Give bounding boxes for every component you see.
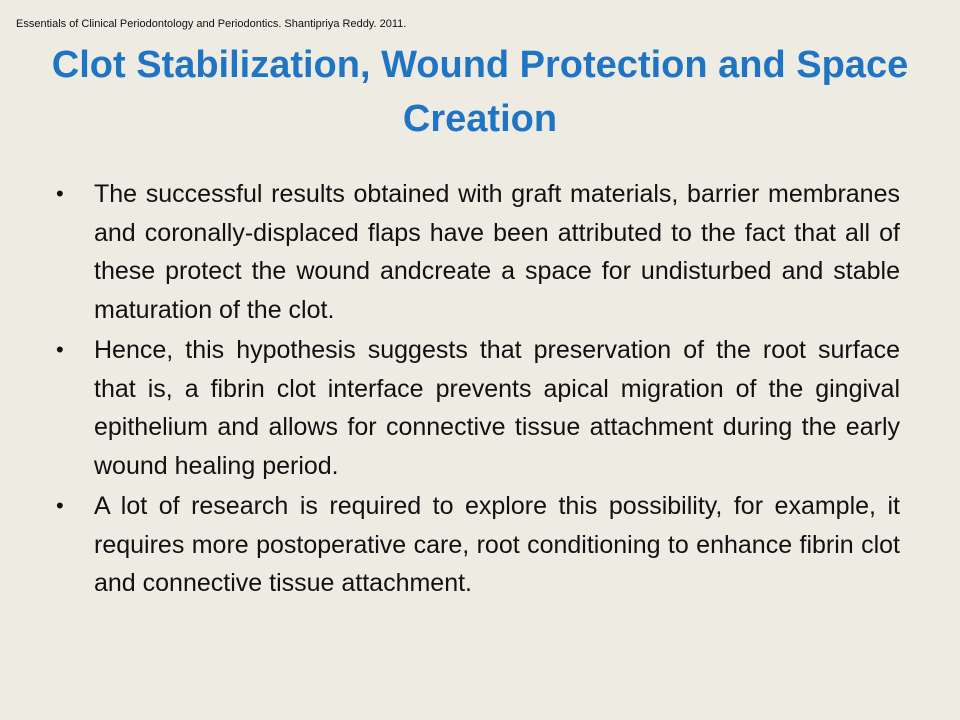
bullet-text-2: Hence, this hypothesis suggests that preservation of the root surface that is, a fibrin clot interface prevents apical migration of the gingival epithelium and allows for connective tissue attachment during the early wound healing period. — [94, 336, 900, 480]
bullet-item-2 — [56, 331, 900, 485]
bullet-icon: • — [56, 337, 64, 362]
bullet-list — [56, 175, 900, 605]
slide-title: Clot Stabilization, Wound Protection and Space Creation — [51, 44, 909, 140]
bullet-icon: • — [56, 493, 64, 518]
bullet-text-1: The successful results obtained with graft materials, barrier membranes and coronally-displaced flaps have been attributed to the fact that all of these protect the wound andcreate a space for undisturbed and stable maturation of the clot. — [94, 180, 900, 324]
bullet-text-3: A lot of research is required to explore this possibility, for example, it requires more postoperative care, root conditioning to enhance fibrin clot and connective tissue attachment. — [94, 492, 900, 597]
source-citation: Essentials of Clinical Periodontology and Periodontics. Shantipriya Reddy. 2011. — [16, 18, 407, 30]
bullet-item-1 — [56, 175, 900, 329]
bullet-icon: • — [56, 181, 64, 206]
bullet-item-3 — [56, 487, 900, 603]
